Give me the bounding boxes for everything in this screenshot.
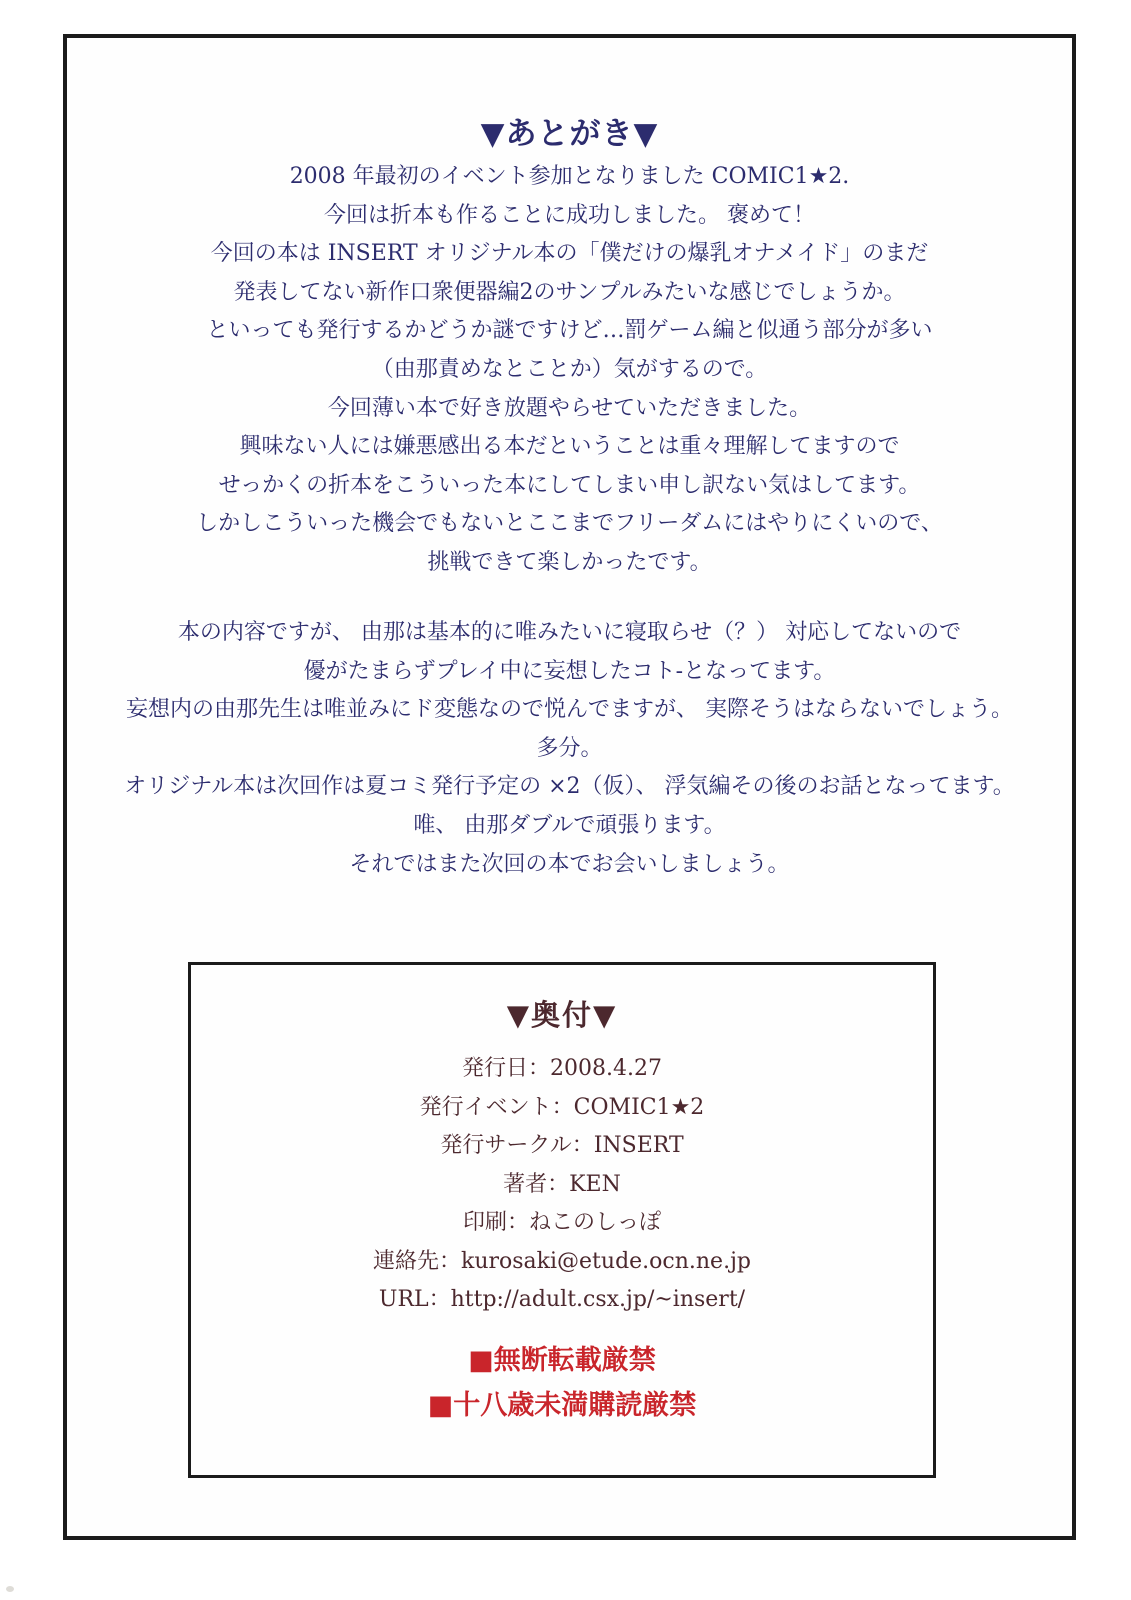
colophon-entry-author: 著者：KEN	[503, 1171, 621, 1197]
colophon-warnings	[191, 1338, 933, 1428]
afterword-line: 多分。	[536, 735, 603, 761]
colophon-entry-circle: 発行サークル：INSERT	[440, 1133, 684, 1158]
afterword-line: しかしこういった機会でもないとここまでフリーダムにはやりにくいので、	[196, 511, 943, 537]
afterword-line: 興味ない人には嫌悪感出る本だということは重々理解してますので	[239, 434, 900, 460]
afterword-line: 発表してない新作口衆便器編2のサンプルみたいな感じでしょうか。	[233, 279, 906, 305]
afterword-line: せっかくの折本をこういった本にしてしまい申し訳ない気はしてます。	[218, 472, 921, 498]
afterword-line: といっても発行するかどうか謎ですけど…罰ゲーム編と似通う部分が多い	[206, 318, 933, 344]
afterword-line: 今回は折本も作ることに成功しました。 褒めて！	[324, 202, 815, 228]
afterword-line: 唯、 由那ダブルで頑張ります。	[413, 812, 726, 838]
afterword-line: 2008 年最初のイベント参加となりました COMIC1★2.	[289, 164, 850, 189]
colophon-entry-event: 発行イベント：COMIC1★2	[419, 1094, 705, 1120]
colophon-entry-contact-email: 連絡先：kurosaki@etude.ocn.ne.jp	[373, 1248, 751, 1274]
afterword-line: オリジナル本は次回作は夏コミ発行予定の ×2（仮）、 浮気編その後のお話となってます。	[124, 774, 1015, 800]
afterword-line: 妄想内の由那先生は唯並みにド変態なので悦んでますが、 実際そうはならないでしょう。	[126, 697, 1013, 723]
colophon-entry-publish-date: 発行日：2008.4.27	[462, 1056, 662, 1081]
afterword-line: それではまた次回の本でお会いしましょう。	[349, 851, 790, 877]
afterword-line: 優がたまらずプレイ中に妄想したコト-となってます。	[303, 658, 836, 684]
colophon-box	[188, 962, 936, 1478]
afterword-title: ▼あとがき▼	[480, 116, 659, 152]
colophon-entry-url: URL：http://adult.csx.jp/~insert/	[378, 1287, 746, 1312]
afterword-line: 今回の本は INSERT オリジナル本の「僕だけの爆乳オナメイド」のまだ	[210, 241, 929, 267]
warning-adults-only: ■十八歳未満購読厳禁	[427, 1389, 697, 1421]
afterword-line: 本の内容ですが、 由那は基本的に唯みたいに寝取らせ（？） 対応してないので	[177, 620, 962, 645]
colophon-entry-printer: 印刷：ねこのしっぽ	[462, 1210, 661, 1235]
afterword-line: （由那責めなとことか）気がするので。	[371, 356, 768, 382]
afterword-paragraph-2	[63, 614, 1076, 884]
afterword-line: 挑戦できて楽しかったです。	[427, 549, 712, 575]
afterword-paragraph-1	[63, 158, 1076, 583]
warning-no-reproduction: ■無断転載厳禁	[468, 1344, 656, 1376]
afterword-line: 今回薄い本で好き放題やらせていただきました。	[327, 395, 812, 421]
colophon-entries	[191, 1050, 933, 1320]
scan-artifact-speck	[6, 1586, 14, 1592]
colophon-title: ▼奥付▼	[506, 998, 618, 1032]
